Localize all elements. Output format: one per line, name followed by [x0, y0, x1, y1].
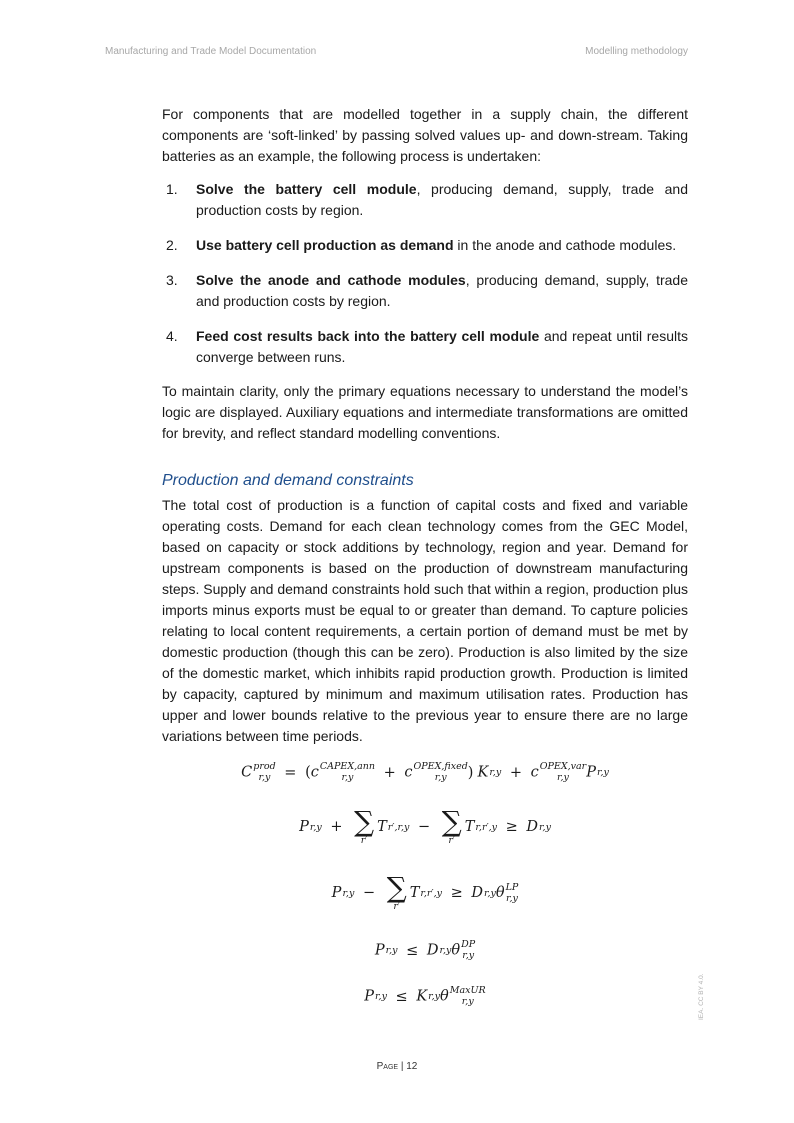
step-bold: Solve the anode and cathode modules — [196, 272, 466, 288]
eq-superscript: DP — [461, 939, 476, 950]
eq-subscript: r,y — [258, 772, 271, 783]
section-paragraph: The total cost of production is a function of capital costs and fixed and variable operating costs. Demand for each clean technology comes from the GEC Model, based on capacity or stock additions by technology, region and year. Demand for upstream components is based on the production of downstream manufacturing steps. Supply and demand constraints hold such that within a region, production plus imports minus exports must be equal to or greater than demand. To capture policies relating to local content requirements, a certain portion of demand must be met by domestic production (though this can be zero). Production is also limited by the size of the domestic market, which inhibits rapid production growth. Production is limited by capacity, captured by minimum and maximum utilisation rates. Production has upper and lower bounds relative to the previous year to ensure there are no large variations between time periods. — [162, 497, 688, 744]
equation-capacity — [162, 986, 688, 1007]
eq-subscript: r,y — [462, 950, 475, 961]
eq-operator: + — [330, 819, 343, 835]
eq-symbol: K — [416, 988, 428, 1005]
page-footer — [0, 1061, 794, 1072]
eq-sigma: ∑ — [354, 805, 375, 838]
eq-subscript: r,r′,y — [420, 887, 442, 899]
eq-sigma: ∑ — [441, 805, 462, 838]
eq-symbol: θ — [440, 988, 449, 1005]
eq-subscript: r,y — [375, 991, 387, 1002]
step-text: and repeat until results converge between runs. — [196, 328, 688, 365]
eq-symbol: P — [586, 764, 596, 781]
equation-supply-demand — [162, 805, 688, 846]
list-item — [162, 326, 688, 368]
eq-subscript: r,y — [309, 821, 322, 833]
eq-superscript: prod — [253, 761, 276, 772]
eq-operator: ≥ — [505, 819, 518, 835]
eq-subscript: r,y — [428, 991, 441, 1002]
eq-superscript: CAPEX,ann — [319, 761, 375, 772]
eq-symbol: D — [526, 819, 539, 835]
eq-subscript: r,y — [385, 945, 398, 956]
page-number: 12 — [406, 1061, 418, 1072]
eq-operator: ≤ — [406, 942, 419, 959]
eq-symbol: P — [364, 988, 375, 1005]
clarity-paragraph: To maintain clarity, only the primary equations necessary to understand the model’s logic are displayed. Auxiliary equations and intermediate transformations are omitted for brevity, and reflect standard modelling conventions. — [162, 383, 688, 441]
license-note: IEA. CC BY 4.0. — [698, 973, 705, 1020]
intro-paragraph: For components that are modelled together in a supply chain, the different components are ‘soft-linked’ by passing solved values up- and down-stream. Taking batteries as an example, the following process is undertaken: — [162, 106, 688, 164]
eq-paren: ) — [467, 764, 474, 781]
running-header-right: Modelling methodology — [585, 46, 688, 57]
running-header-left: Manufacturing and Trade Model Documentation — [105, 46, 317, 57]
eq-symbol: c — [310, 764, 319, 781]
eq-subscript: r,y — [489, 767, 502, 778]
eq-operator: + — [383, 764, 396, 781]
eq-operator: ≤ — [395, 988, 408, 1005]
eq-subscript: r′,r,y — [387, 821, 410, 833]
list-item — [162, 235, 688, 256]
step-number: 3. — [166, 272, 178, 288]
eq-symbol: θ — [495, 885, 505, 901]
eq-operator: − — [417, 819, 431, 835]
equation-domestic-market — [162, 940, 688, 961]
eq-subscript: r,y — [484, 887, 496, 899]
eq-operator: ≥ — [450, 885, 463, 901]
eq-subscript: r,y — [557, 772, 569, 783]
page-label: Page — [376, 1061, 399, 1072]
eq-operator: = — [284, 764, 297, 781]
eq-symbol: P — [299, 819, 309, 835]
step-text: in the anode and cathode modules. — [453, 237, 677, 253]
list-item — [162, 270, 688, 312]
eq-sum-limit: r′ — [448, 835, 456, 846]
summation — [441, 805, 462, 846]
eq-symbol: K — [477, 764, 489, 781]
step-bold: Use battery cell production as demand — [196, 237, 454, 253]
eq-paren: ( — [305, 764, 311, 781]
eq-superscript: OPEX,var — [539, 761, 587, 772]
eq-subscript: r,y — [596, 767, 609, 778]
summation — [386, 871, 407, 912]
step-text: , producing demand, supply, trade and production costs by region. — [196, 272, 688, 309]
process-steps-list — [162, 179, 688, 368]
eq-sum-limit: r′ — [360, 835, 368, 846]
step-bold: Feed cost results back into the battery cell module — [196, 328, 540, 344]
step-number: 4. — [166, 328, 178, 344]
eq-operator: − — [362, 885, 376, 901]
eq-superscript: OPEX,fixed — [413, 761, 468, 772]
equation-production-cost — [162, 762, 688, 783]
eq-symbol: T — [377, 819, 387, 835]
equation-local-content — [162, 871, 688, 912]
eq-symbol: D — [471, 885, 483, 901]
eq-subscript: r,y — [439, 945, 452, 956]
eq-symbol: P — [374, 942, 385, 959]
eq-subscript: r,r′,y — [475, 821, 498, 833]
eq-operator: + — [509, 764, 522, 781]
eq-symbol: P — [331, 885, 342, 901]
eq-sum-limit: r′ — [393, 901, 401, 912]
eq-subscript: r,y — [539, 821, 551, 833]
summation — [354, 805, 375, 846]
main-content — [162, 104, 688, 747]
eq-symbol: c — [530, 764, 539, 781]
eq-subscript: r,y — [506, 892, 518, 904]
step-text: , producing demand, supply, trade and production costs by region. — [196, 181, 688, 218]
eq-superscript: MaxUR — [449, 985, 486, 996]
eq-subscript: r,y — [461, 996, 474, 1007]
eq-symbol: c — [404, 764, 413, 781]
section-heading: Production and demand constraints — [162, 472, 414, 489]
eq-symbol: T — [409, 885, 420, 901]
page-separator: | — [398, 1061, 407, 1072]
eq-sigma: ∑ — [386, 871, 407, 904]
eq-symbol: θ — [451, 942, 461, 959]
step-bold: Solve the battery cell module — [196, 181, 417, 197]
step-number: 1. — [166, 181, 178, 197]
eq-superscript: LP — [505, 881, 519, 893]
step-number: 2. — [166, 237, 178, 253]
eq-subscript: r,y — [342, 887, 355, 899]
eq-symbol: D — [426, 942, 439, 959]
eq-subscript: r,y — [434, 772, 447, 783]
list-item — [162, 179, 688, 221]
eq-subscript: r,y — [341, 772, 354, 783]
eq-symbol: C — [241, 764, 253, 781]
eq-symbol: T — [464, 819, 475, 835]
